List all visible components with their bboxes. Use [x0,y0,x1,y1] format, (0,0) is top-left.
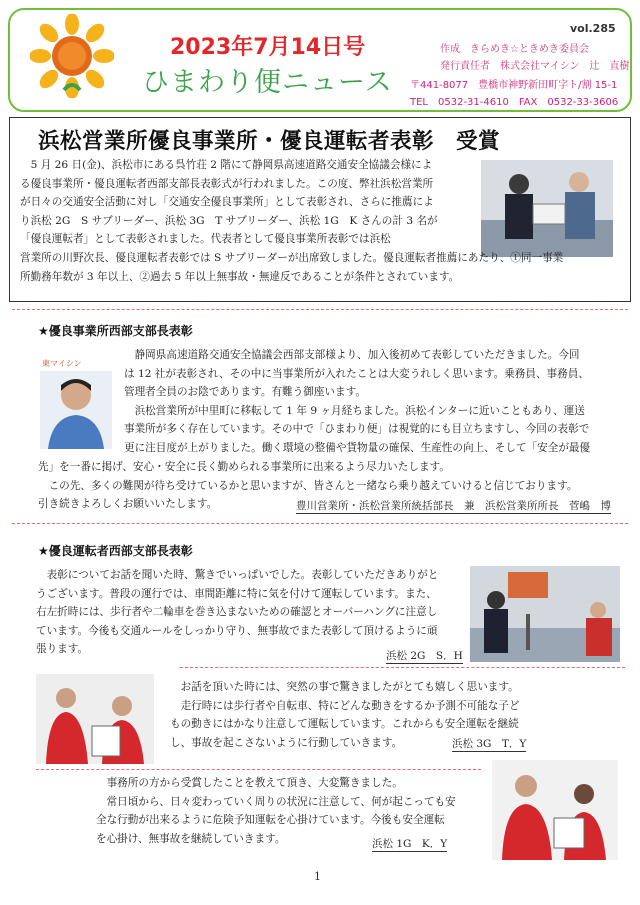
article-line: が日々の交通安全活動に対し「交通安全優良事業所」として表彰され、さらに推薦によ [20,196,434,209]
article-body [20,156,480,249]
driver-t-photo [36,674,154,764]
section1-body-wide [38,458,628,495]
section1-line: は 12 社が表彰され、その中に当事業所が入れたことは大変うれしく思います。乗務員、事務員、 [124,367,589,380]
section1-line: 管理者全員のお陰であります。有難う御座います。 [124,386,366,399]
driver-s-line: 張ります。 [36,643,89,656]
driver-s-comment [36,566,466,659]
article-line: 「優良運転者」として表彰されました。代表者として優良事業所表彰では浜松 [20,233,391,246]
address: 〒441-8077 豊橋市神野新田町字ト/割 15-1 [410,80,618,91]
driver-s-line: 表彰についてお話を聞いた時、驚きでいっぱいでした。表彰していただきありがと [46,569,439,581]
driver-s-line: 右左折時には、歩行者や二輪車を巻き込まないための確認とオーバーハングに注意し [36,606,438,619]
section2-title: ★優良運転者西部支部長表彰 [38,544,193,558]
driver-t-line: お話を頂いた時には、突然の事で驚きましたがとても嬉しく思います。 [180,681,519,693]
section1-line: 更に注目度が上がりました。働く環境の整備や貨物量の確保、生産性の向上、そして「安全が最優 [124,441,591,454]
driver-t-comment [170,678,630,752]
driver-k-line: 全な行動が出来るように危険予知運転を心掛けています。今後も安全運転 [96,814,445,827]
section1-title: ★優良事業所西部支部長表彰 [38,324,193,338]
comment-divider [36,769,481,770]
section-divider [12,309,628,310]
driver-k-line: 事務所の方から受賞したことを教えて頂き、大変驚きました。 [106,777,403,789]
page-number: 1 [314,870,321,883]
section1-line: 先」を一番に掲げ、安心・安全に長く勤められる事業所に出来るよう尽力いたします。 [38,461,450,473]
issue-date: 2023年7月14日号 [170,35,366,60]
driver-s-signature: 浜松 2G S．H [386,650,463,662]
manager-portrait-photo [40,357,112,449]
driver-t-line: 走行時には歩行者や自転車、特にどんな動きをするか予測不可能な子ど [180,699,520,712]
section1-closing [38,495,338,514]
driver-k-photo [492,760,618,860]
section1-line: 事業所が多く存在しています。その中で「ひまわり便」は視覚的にも目立ちますし、今回の表彰で [124,423,590,436]
section1-body [124,346,624,458]
publisher-credit: 発行責任者 株式会社マイシン 辻 直樹 [440,61,630,72]
manager-photo-sign: 東マイシン [42,359,82,368]
section1-line: 浜松営業所が中里町に移転して 1 年 9 ヶ月経ちました。浜松インターに近いこともあり、運送 [134,404,585,417]
section1-line: 引き続きよろしくお願いいたします。 [38,498,218,510]
newsletter-title: ひまわり便ニュース [142,67,393,98]
driver-s-line: うございます。普段の運行では、車間距離に特に気を付けて運転しています。また、 [36,587,437,600]
section1-line: この先、多くの難関が待ち受けているかと思いますが、皆さんと一緒なら乗り越えていけると信じております。 [48,479,578,492]
article-line: 営業所の川野次長、優良運転者表彰では S サブリーダーが出席致しました。優良運転者推薦にあたり、①同一事業 [20,252,564,264]
driver-k-line: 常日頃から、日々変わっていく周りの状況に注意して、何が起こっても安 [106,795,456,808]
article-line: 所勤務年数が 3 年以上、②過去 5 年以上無事故・無違反であることが条件とされています。 [20,270,460,283]
article-line: る優良事業所・優良運転者西部支部長表彰式が行われました。この度、弊社浜松営業所 [20,177,434,190]
comment-divider [180,667,625,668]
section1-signature: 豊川営業所・浜松営業所統括部長 兼 浜松営業所所長 菅嶋 博 [296,500,611,512]
contact-numbers: TEL 0532-31-4610 FAX 0532-33-3606 [410,97,619,108]
section-divider [12,523,628,524]
driver-t-signature: 浜松 3G T．Y [452,738,527,750]
driver-t-line: もの動きにはかなり注意して運転しています。これからも安全運転を継続 [170,718,519,731]
article-line: り浜松 2G S サブリーダー、浜松 3G T サブリーダー、浜松 1G K さんの計 3 名が [20,214,438,227]
driver-k-line: を心掛け、無事故を継続していきます。 [96,832,286,845]
driver-award-ceremony-photo [470,566,620,662]
volume-number: vol.285 [570,22,616,35]
award-ceremony-photo [481,160,613,257]
driver-s-line: ています。今後も交通ルールをしっかり守り、無事故でまた表彰して頂けるように頑 [36,624,438,637]
driver-t-line: し、事故を起こさないように行動していきます。 [170,736,403,749]
article-heading: 浜松営業所優良事業所・優良運転者表彰 受賞 [38,129,501,154]
driver-k-signature: 浜松 1G K．Y [372,838,448,850]
article-line: 5 月 26 日(金)、浜松市にある呉竹荘 2 階にて静岡県高速道路交通安全協議会様によ [30,159,433,171]
article-body-wide [20,249,620,286]
committee-credit: 作成 きらめき☆ときめき委員会 [440,44,589,55]
section1-line: 静岡県高速道路交通安全協議会西部支部様より、加入後初めて表彰していただきました。今回 [134,349,580,361]
sunflower-logo-icon [30,14,114,98]
